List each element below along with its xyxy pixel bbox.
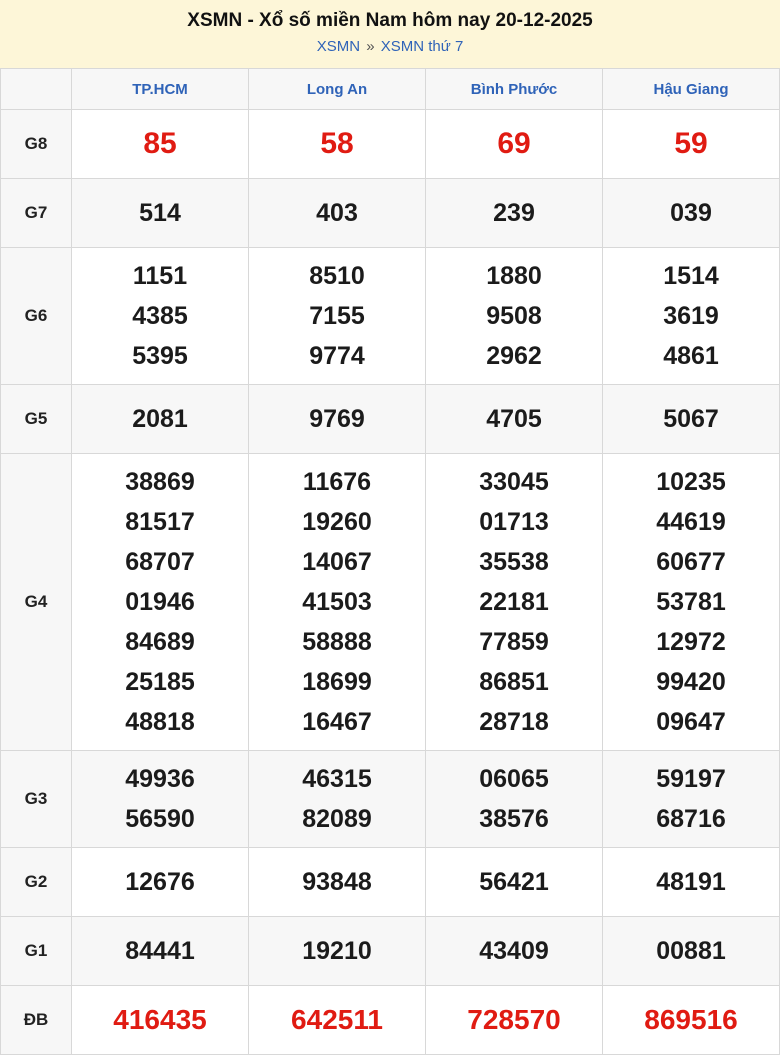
prize-number: 59197	[656, 765, 726, 793]
prize-number: 4861	[663, 342, 719, 370]
prize-number: 7155	[309, 302, 365, 330]
prize-number-cell	[249, 454, 426, 751]
breadcrumb-root-link[interactable]: XSMN	[316, 38, 361, 55]
prize-number: 1151	[132, 262, 188, 290]
prize-number-cell	[72, 179, 249, 248]
prize-number: 86851	[479, 668, 549, 696]
prize-number: 642511	[291, 1004, 383, 1035]
prize-number-cell	[426, 917, 603, 986]
column-header-province-2[interactable]: Bình Phước	[426, 69, 603, 110]
prize-number-cell	[603, 110, 780, 179]
prize-number: 728570	[467, 1004, 561, 1035]
prize-number-cell	[426, 848, 603, 917]
prize-number-cell	[603, 917, 780, 986]
prize-number: 68716	[656, 805, 726, 833]
prize-number: 53781	[656, 588, 726, 616]
prize-label: G2	[1, 848, 72, 917]
prize-number: 85	[143, 127, 177, 160]
table-row	[1, 986, 780, 1055]
prize-number: 1514	[663, 262, 719, 290]
column-header-province-1[interactable]: Long An	[249, 69, 426, 110]
prize-number: 00881	[656, 937, 726, 965]
prize-number: 48818	[125, 708, 195, 736]
table-row	[1, 248, 780, 385]
table-row	[1, 848, 780, 917]
prize-number-cell	[603, 385, 780, 454]
prize-number: 4385	[132, 302, 188, 330]
prize-number-cell	[426, 751, 603, 848]
table-body	[1, 110, 780, 1055]
prize-number-cell	[72, 848, 249, 917]
prize-number: 68707	[125, 548, 195, 576]
column-header-province-0[interactable]: TP.HCM	[72, 69, 249, 110]
prize-number: 9508	[486, 302, 542, 330]
prize-number: 82089	[302, 805, 372, 833]
prize-number: 9774	[309, 342, 365, 370]
prize-number-cell	[603, 986, 780, 1055]
prize-number: 12972	[656, 628, 726, 656]
prize-number-cell	[72, 454, 249, 751]
prize-number: 06065	[479, 765, 549, 793]
prize-number-cell	[426, 986, 603, 1055]
prize-number-cell	[72, 385, 249, 454]
prize-label: G5	[1, 385, 72, 454]
prize-number: 56590	[125, 805, 195, 833]
prize-number: 46315	[302, 765, 372, 793]
prize-number: 58888	[302, 628, 372, 656]
column-header-province-3[interactable]: Hậu Giang	[603, 69, 780, 110]
table-row	[1, 454, 780, 751]
prize-label: G4	[1, 454, 72, 751]
prize-number: 14067	[302, 548, 372, 576]
table-row	[1, 385, 780, 454]
prize-number: 239	[493, 199, 535, 227]
prize-number-cell	[603, 751, 780, 848]
prize-number-cell	[249, 917, 426, 986]
prize-number: 56421	[479, 868, 549, 896]
prize-number: 9769	[309, 405, 365, 433]
table-header-row	[1, 69, 780, 110]
prize-number: 22181	[479, 588, 549, 616]
prize-number: 09647	[656, 708, 726, 736]
table-row	[1, 917, 780, 986]
prize-number: 48191	[656, 868, 726, 896]
prize-number: 869516	[644, 1004, 738, 1035]
prize-number: 01713	[479, 508, 549, 536]
prize-number-cell	[603, 848, 780, 917]
prize-number-cell	[426, 385, 603, 454]
prize-number: 4705	[486, 405, 542, 433]
prize-number: 12676	[125, 868, 195, 896]
breadcrumb-current-link[interactable]: XSMN thứ 7	[380, 38, 464, 55]
prize-label: G3	[1, 751, 72, 848]
prize-number: 5395	[132, 342, 188, 370]
prize-number: 19210	[302, 937, 372, 965]
prize-number-cell	[426, 179, 603, 248]
prize-number: 81517	[125, 508, 195, 536]
prize-number: 18699	[302, 668, 372, 696]
prize-number: 58	[320, 127, 354, 160]
prize-number-cell	[72, 248, 249, 385]
prize-number-cell	[72, 751, 249, 848]
prize-number: 16467	[302, 708, 372, 736]
prize-label: G8	[1, 110, 72, 179]
prize-label: G6	[1, 248, 72, 385]
prize-number: 8510	[309, 262, 365, 290]
prize-number: 3619	[663, 302, 719, 330]
prize-number: 84441	[125, 937, 195, 965]
prize-number: 44619	[656, 508, 726, 536]
prize-number: 2081	[132, 405, 188, 433]
prize-number: 33045	[479, 468, 549, 496]
prize-number-cell	[603, 248, 780, 385]
prize-label: G7	[1, 179, 72, 248]
prize-number-cell	[249, 110, 426, 179]
table-row	[1, 110, 780, 179]
page-header	[0, 0, 780, 68]
prize-number: 28718	[479, 708, 549, 736]
column-header-prize	[1, 69, 72, 110]
prize-number: 77859	[479, 628, 549, 656]
prize-number: 5067	[663, 405, 719, 433]
prize-number: 60677	[656, 548, 726, 576]
prize-number-cell	[249, 751, 426, 848]
prize-number-cell	[426, 248, 603, 385]
prize-number: 039	[670, 199, 712, 227]
table-row	[1, 179, 780, 248]
prize-number: 514	[139, 199, 181, 227]
prize-number: 403	[316, 199, 358, 227]
prize-number-cell	[426, 454, 603, 751]
prize-number-cell	[72, 917, 249, 986]
prize-number: 35538	[479, 548, 549, 576]
prize-number: 25185	[125, 668, 195, 696]
prize-number-cell	[249, 248, 426, 385]
prize-number-cell	[603, 454, 780, 751]
prize-number: 59	[674, 127, 708, 160]
page-title: XSMN - Xổ số miền Nam hôm nay 20-12-2025	[187, 10, 593, 31]
prize-number-cell	[426, 110, 603, 179]
prize-number: 38869	[125, 468, 195, 496]
prize-label: ĐB	[1, 986, 72, 1055]
breadcrumb	[0, 36, 780, 58]
prize-number: 69	[497, 127, 531, 160]
prize-number: 10235	[656, 468, 726, 496]
prize-number: 19260	[302, 508, 372, 536]
prize-number-cell	[72, 110, 249, 179]
table-row	[1, 751, 780, 848]
prize-number-cell	[249, 848, 426, 917]
prize-number: 01946	[125, 588, 195, 616]
breadcrumb-separator: »	[366, 38, 375, 55]
prize-number: 41503	[302, 588, 372, 616]
prize-number: 2962	[486, 342, 542, 370]
prize-number: 1880	[486, 262, 542, 290]
prize-number: 416435	[113, 1004, 207, 1035]
prize-number-cell	[249, 986, 426, 1055]
prize-number-cell	[249, 385, 426, 454]
prize-number: 49936	[125, 765, 195, 793]
prize-number: 99420	[656, 668, 726, 696]
prize-number-cell	[249, 179, 426, 248]
prize-number: 43409	[479, 937, 549, 965]
prize-number-cell	[72, 986, 249, 1055]
prize-number: 11676	[302, 468, 372, 496]
prize-number: 84689	[125, 628, 195, 656]
prize-number: 38576	[479, 805, 549, 833]
prize-label: G1	[1, 917, 72, 986]
lottery-results-table	[0, 68, 780, 1055]
prize-number-cell	[603, 179, 780, 248]
prize-number: 93848	[302, 868, 372, 896]
